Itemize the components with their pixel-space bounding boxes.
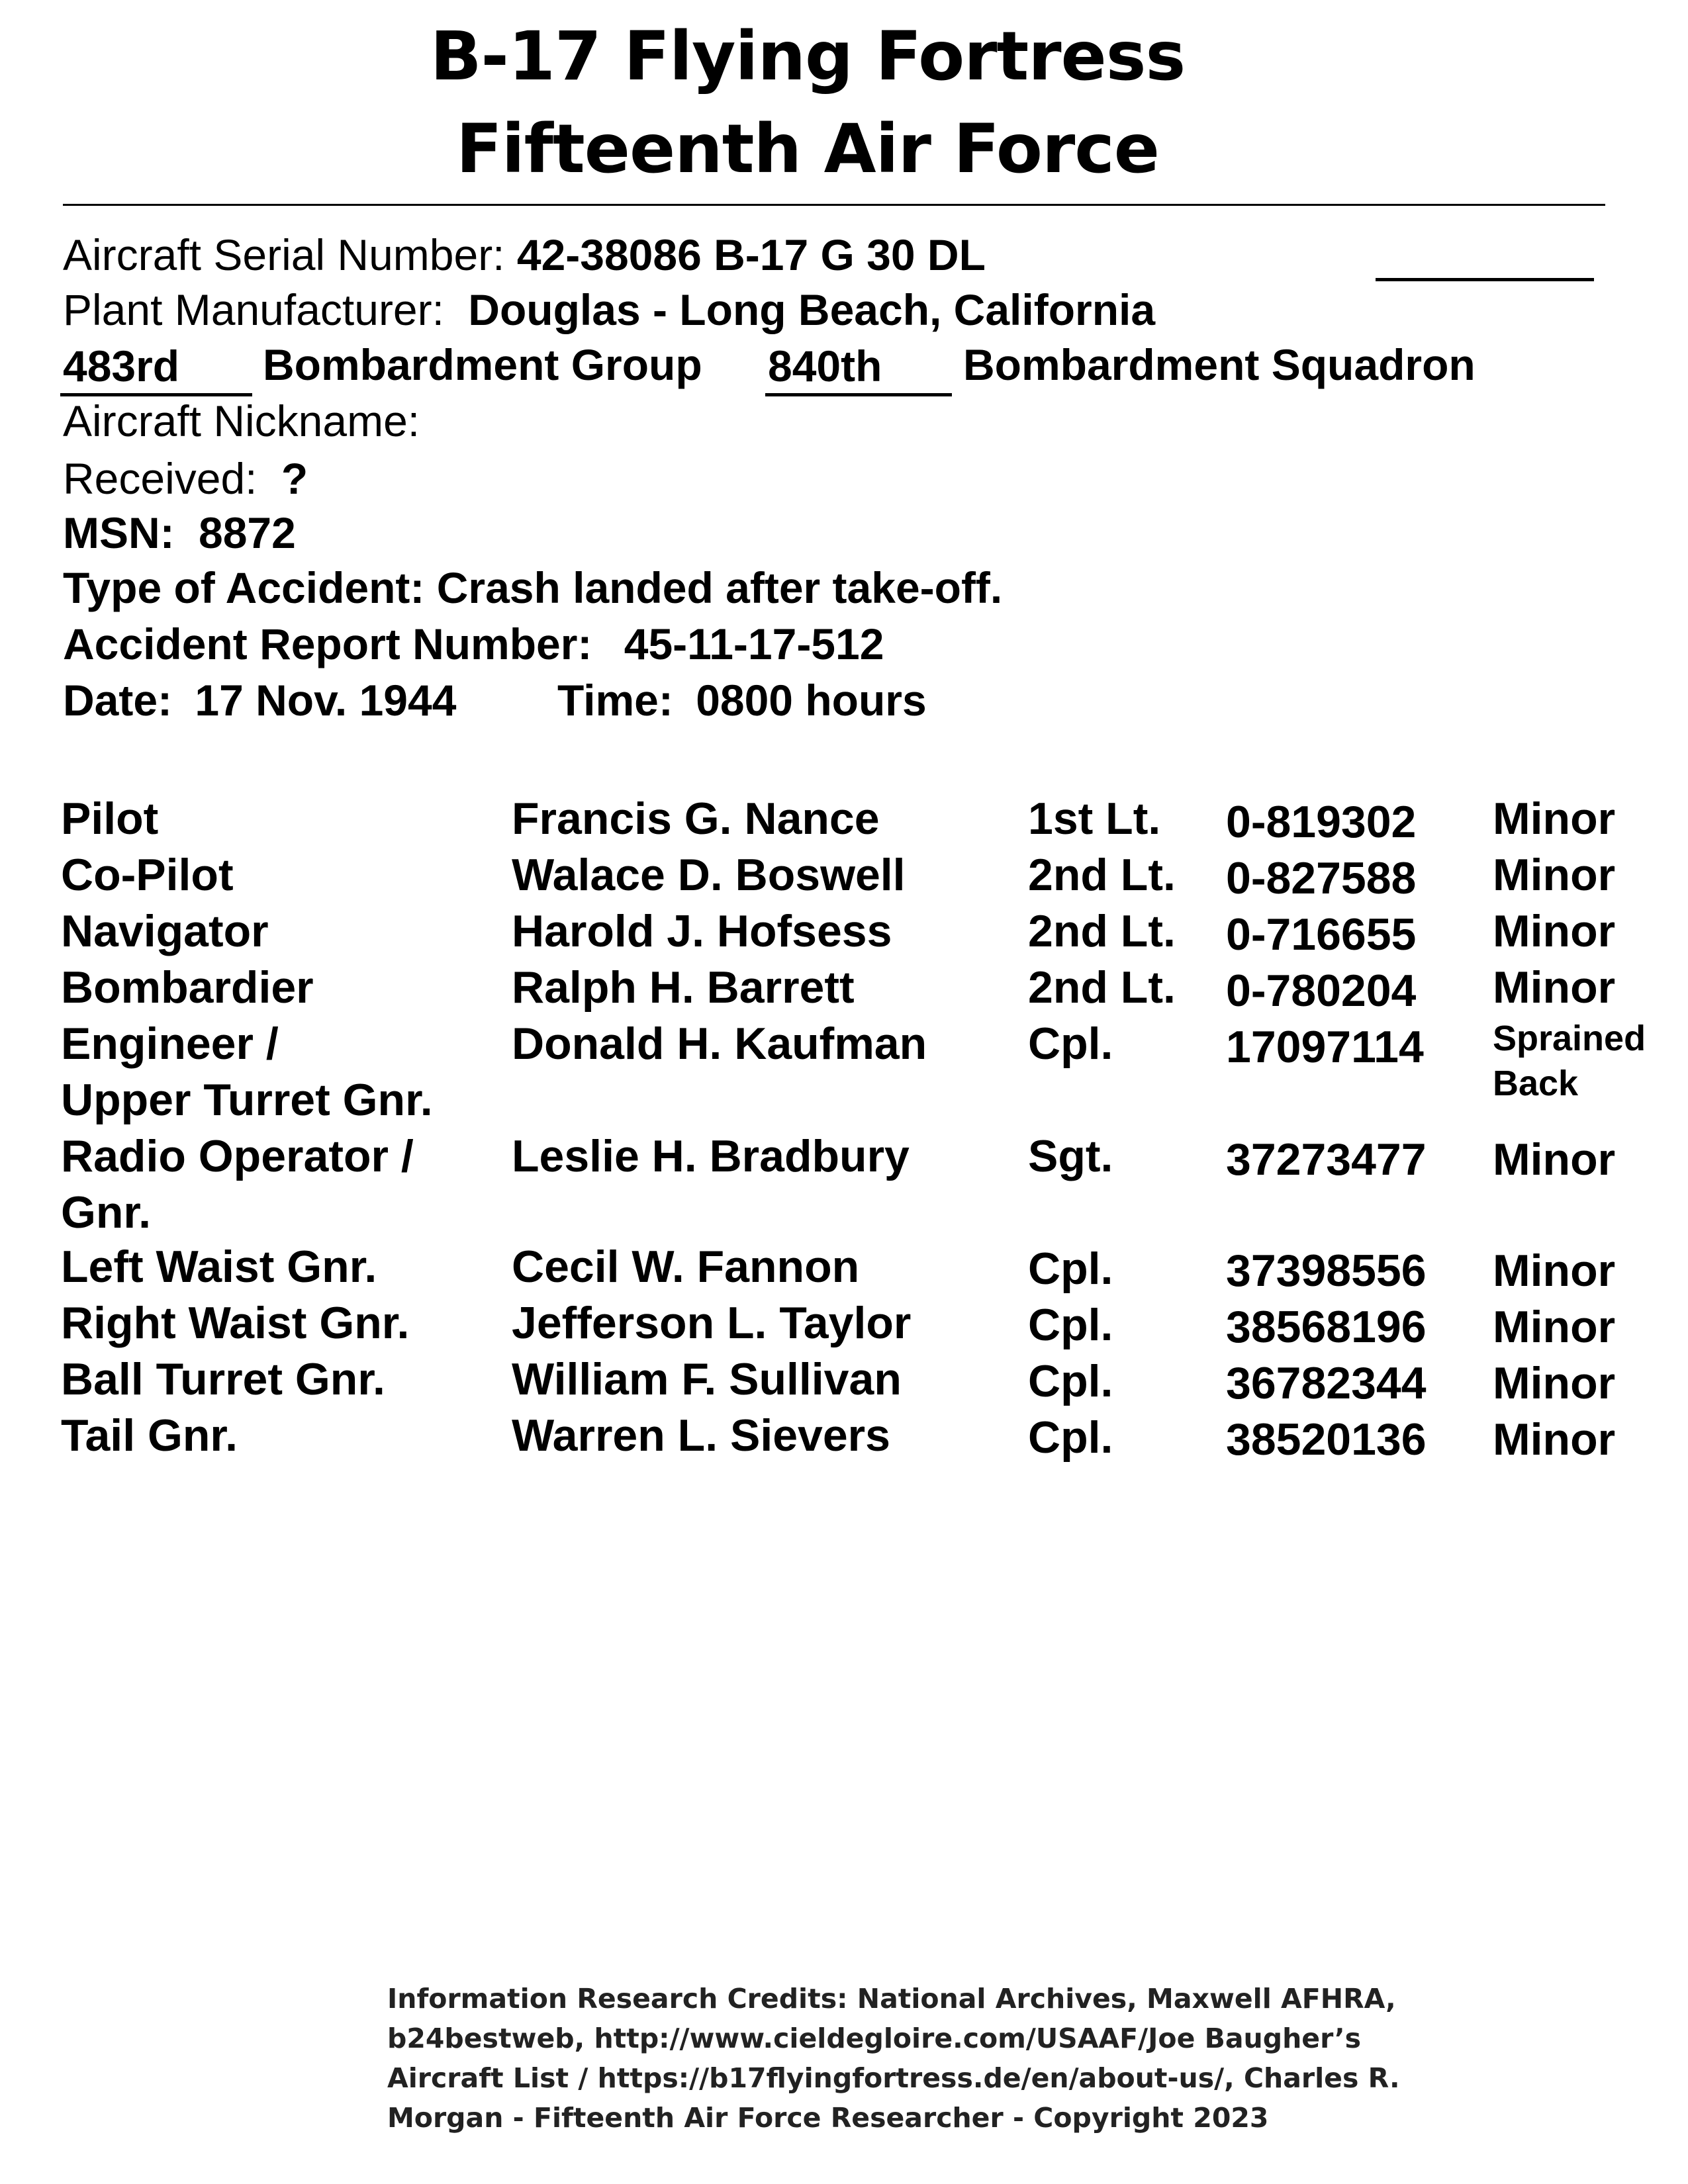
- squadron-label: [963, 340, 1476, 389]
- crew-name: Jefferson L. Taylor: [512, 1298, 912, 1348]
- crew-position: Pilot: [61, 794, 159, 844]
- credits-line-2: b24bestweb, http://www.cieldegloire.com/USAAF/Joe Baugher’s: [387, 2023, 1362, 2054]
- crew-status: Minor: [1493, 1358, 1616, 1408]
- accident-type-label: Type of Accident:: [63, 563, 425, 612]
- crew-position: Co-Pilot: [61, 850, 234, 900]
- crew-status: Minor: [1493, 850, 1616, 900]
- received-field: [63, 454, 308, 503]
- squadron-underline: [765, 393, 952, 396]
- squadron-value: [768, 341, 882, 390]
- serial-blank-line: [1376, 278, 1594, 281]
- crew-serial: 38568196: [1226, 1302, 1427, 1352]
- crew-serial: 37273477: [1226, 1134, 1427, 1185]
- crew-position: Navigator: [61, 906, 269, 956]
- crew-rank: Cpl.: [1028, 1019, 1113, 1069]
- nickname-label: Aircraft Nickname:: [63, 396, 420, 445]
- crew-name: Donald H. Kaufman: [512, 1019, 927, 1069]
- nickname-field: [63, 396, 420, 445]
- crew-status: Minor: [1493, 906, 1616, 956]
- crew-position: Left Waist Gnr.: [61, 1242, 377, 1292]
- report-number-value: 45-11-17-512: [624, 619, 884, 668]
- manufacturer-value: Douglas - Long Beach, California: [468, 285, 1156, 334]
- crew-serial: 0-716655: [1226, 909, 1417, 960]
- credits-line-3: Aircraft List / https://b17flyingfortress.de/en/about-us/, Charles R.: [387, 2062, 1400, 2094]
- crew-status-line-2: Back: [1493, 1064, 1579, 1103]
- crew-name: Walace D. Boswell: [512, 850, 906, 900]
- time-field: [557, 676, 927, 725]
- crew-rank: Cpl.: [1028, 1244, 1113, 1294]
- crew-name: Ralph H. Barrett: [512, 962, 855, 1013]
- date-field: [63, 676, 457, 725]
- squadron-label-text: Bombardment Squadron: [963, 340, 1476, 389]
- crew-status: Minor: [1493, 962, 1616, 1013]
- crew-rank: 1st Lt.: [1028, 794, 1161, 844]
- crew-position: Radio Operator /: [61, 1131, 414, 1181]
- crew-serial: 36782344: [1226, 1358, 1427, 1408]
- msn-value: 8872: [199, 508, 296, 557]
- date-label: Date:: [63, 676, 173, 725]
- manufacturer-field: [63, 285, 1156, 334]
- serial-number-value: 42-38086 B-17 G 30 DL: [516, 230, 986, 279]
- crew-rank: Sgt.: [1028, 1131, 1113, 1181]
- serial-number-field: [63, 230, 986, 279]
- group-label-text: Bombardment Group: [263, 340, 702, 389]
- crew-serial: 38520136: [1226, 1414, 1427, 1465]
- crew-serial: 0-827588: [1226, 853, 1417, 903]
- crew-rank: 2nd Lt.: [1028, 850, 1176, 900]
- crew-position-line-2: Gnr.: [61, 1187, 152, 1238]
- crew-status: Minor: [1493, 1134, 1616, 1185]
- crew-position: Tail Gnr.: [61, 1410, 238, 1461]
- crew-serial: 37398556: [1226, 1246, 1427, 1296]
- credits-line-4: Morgan - Fifteenth Air Force Researcher - Copyright 2023: [387, 2102, 1269, 2134]
- crew-rank: 2nd Lt.: [1028, 962, 1176, 1013]
- group-value-text: 483rd: [63, 341, 180, 390]
- received-value: ?: [281, 454, 308, 503]
- crew-status: Minor: [1493, 794, 1616, 844]
- time-label: Time:: [557, 676, 673, 725]
- page-title-line-1: B-17 Flying Fortress: [430, 17, 1186, 96]
- date-value: 17 Nov. 1944: [195, 676, 457, 725]
- crew-rank: 2nd Lt.: [1028, 906, 1176, 956]
- crew-name: Cecil W. Fannon: [512, 1242, 860, 1292]
- crew-position: Ball Turret Gnr.: [61, 1354, 385, 1404]
- crew-rank: Cpl.: [1028, 1412, 1113, 1463]
- group-label: [263, 340, 702, 389]
- title-divider: [63, 204, 1605, 206]
- received-label: Received:: [63, 454, 258, 503]
- crew-status: Minor: [1493, 1414, 1616, 1465]
- crew-serial: 0-780204: [1226, 966, 1417, 1016]
- page-title-line-2: Fifteenth Air Force: [456, 110, 1159, 189]
- crew-name: Harold J. Hofsess: [512, 906, 892, 956]
- crew-rank: Cpl.: [1028, 1300, 1113, 1350]
- crew-serial: 17097114: [1226, 1022, 1424, 1072]
- group-value: [63, 341, 180, 390]
- crew-position-line-2: Upper Turret Gnr.: [61, 1075, 433, 1125]
- crew-position: Right Waist Gnr.: [61, 1298, 410, 1348]
- crew-name: William F. Sullivan: [512, 1354, 902, 1404]
- crew-status: Sprained: [1493, 1019, 1646, 1058]
- credits-line-1: Information Research Credits: National Archives, Maxwell AFHRA,: [387, 1983, 1396, 2015]
- time-value: 0800 hours: [696, 676, 927, 725]
- crew-rank: Cpl.: [1028, 1356, 1113, 1406]
- msn-label: MSN:: [63, 508, 175, 557]
- accident-type-value: Crash landed after take-off.: [436, 563, 1003, 612]
- crew-position: Bombardier: [61, 962, 314, 1013]
- accident-type-field: [63, 563, 1003, 612]
- crew-status: Minor: [1493, 1246, 1616, 1296]
- crew-name: Warren L. Sievers: [512, 1410, 890, 1461]
- squadron-value-text: 840th: [768, 341, 882, 390]
- crew-serial: 0-819302: [1226, 797, 1417, 847]
- manufacturer-label: Plant Manufacturer:: [63, 285, 444, 334]
- report-number-label: Accident Report Number:: [63, 619, 592, 668]
- crew-status: Minor: [1493, 1302, 1616, 1352]
- research-credits: [387, 1979, 1400, 2138]
- crew-position: Engineer /: [61, 1019, 279, 1069]
- msn-field: [63, 508, 296, 557]
- serial-number-label: Aircraft Serial Number:: [63, 230, 505, 279]
- crew-name: Leslie H. Bradbury: [512, 1131, 910, 1181]
- crew-name: Francis G. Nance: [512, 794, 880, 844]
- report-number-field: [63, 619, 884, 668]
